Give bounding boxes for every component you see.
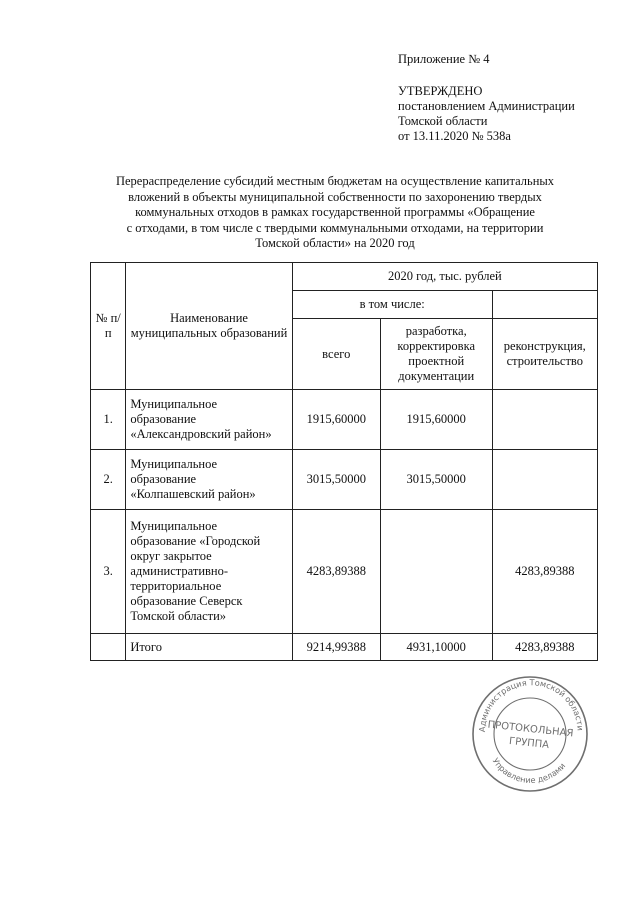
row-name-line: «Колпашевский район» xyxy=(130,487,256,501)
title-line: вложений в объекты муниципальной собственности по захоронению твердых xyxy=(128,189,542,204)
title-line: Томской области» на 2020 год xyxy=(255,236,415,251)
row-total: 3015,50000 xyxy=(292,450,380,510)
approved-by: постановлением Администрации xyxy=(398,99,575,113)
row-name-line: административно- xyxy=(130,564,229,578)
row-reconstruction: 4283,89388 xyxy=(492,510,597,634)
row-name xyxy=(126,450,292,510)
stamp-center-line1: ПРОТОКОЛЬНАЯ xyxy=(487,719,574,740)
row-name-line: образование Северск xyxy=(130,594,243,608)
approval-block xyxy=(398,52,575,144)
row-total: 4283,89388 xyxy=(292,510,380,634)
annex-label: Приложение № 4 xyxy=(398,52,490,66)
row-development xyxy=(380,510,492,634)
title-line: Перераспределение субсидий местным бюджетам на осуществление капитальных xyxy=(115,174,555,188)
approval-date-number: от 13.11.2020 № 538а xyxy=(398,129,511,143)
row-number: 3. xyxy=(91,510,126,634)
row-development: 3015,50000 xyxy=(380,450,492,510)
total-reconstruction: 4283,89388 xyxy=(492,634,597,661)
header-year: 2020 год, тыс. рублей xyxy=(292,263,597,291)
header-development: разработка, корректировка проектной документации xyxy=(380,319,492,390)
row-name-line: Муниципальное xyxy=(130,457,218,471)
table-row xyxy=(91,450,598,510)
total-label: Итого xyxy=(126,634,292,661)
stamp-outer-top: Администрация Томской области xyxy=(476,677,586,733)
total-row-number xyxy=(91,634,126,661)
row-name-line: «Александровский район» xyxy=(130,427,272,441)
row-name-line: образование xyxy=(130,472,197,486)
row-name-line: территориальное xyxy=(130,579,222,593)
header-name: Наименование муниципальных образований xyxy=(126,263,292,390)
total-development: 4931,10000 xyxy=(380,634,492,661)
row-name-line: образование «Городской xyxy=(130,534,261,548)
subsidy-table xyxy=(90,262,598,661)
row-name-line: Муниципальное xyxy=(130,397,218,411)
approved-region: Томской области xyxy=(398,114,488,128)
header-including: в том числе: xyxy=(292,291,492,319)
header-no: № п/п xyxy=(91,263,126,390)
row-name-line: округ закрытое xyxy=(130,549,212,563)
header-reconstruction: реконструкция, строительство xyxy=(492,319,597,390)
row-number: 2. xyxy=(91,450,126,510)
title-line: коммунальных отходов в рамках государственной программы «Обращение xyxy=(135,205,535,220)
row-development: 1915,60000 xyxy=(380,390,492,450)
stamp-center-line2: ГРУППА xyxy=(508,735,550,752)
row-name-line: образование xyxy=(130,412,197,426)
stamp-outer-bottom: Управление делами xyxy=(490,755,568,786)
approved-label: УТВЕРЖДЕНО xyxy=(398,84,483,98)
row-reconstruction xyxy=(492,450,597,510)
row-number: 1. xyxy=(91,390,126,450)
row-name xyxy=(126,390,292,450)
table-row xyxy=(91,510,598,634)
row-name xyxy=(126,510,292,634)
title-line: с отходами, в том числе с твердыми коммунальными отходами, на территории xyxy=(126,220,544,235)
header-spacer xyxy=(492,291,597,319)
row-name-line: Томской области» xyxy=(130,609,227,623)
row-name-line: Муниципальное xyxy=(130,519,218,533)
header-total: всего xyxy=(292,319,380,390)
table-row xyxy=(91,390,598,450)
total-sum: 9214,99388 xyxy=(292,634,380,661)
total-row xyxy=(91,634,598,661)
protocol-group-stamp xyxy=(470,674,590,794)
document-title xyxy=(90,174,580,252)
row-total: 1915,60000 xyxy=(292,390,380,450)
row-reconstruction xyxy=(492,390,597,450)
